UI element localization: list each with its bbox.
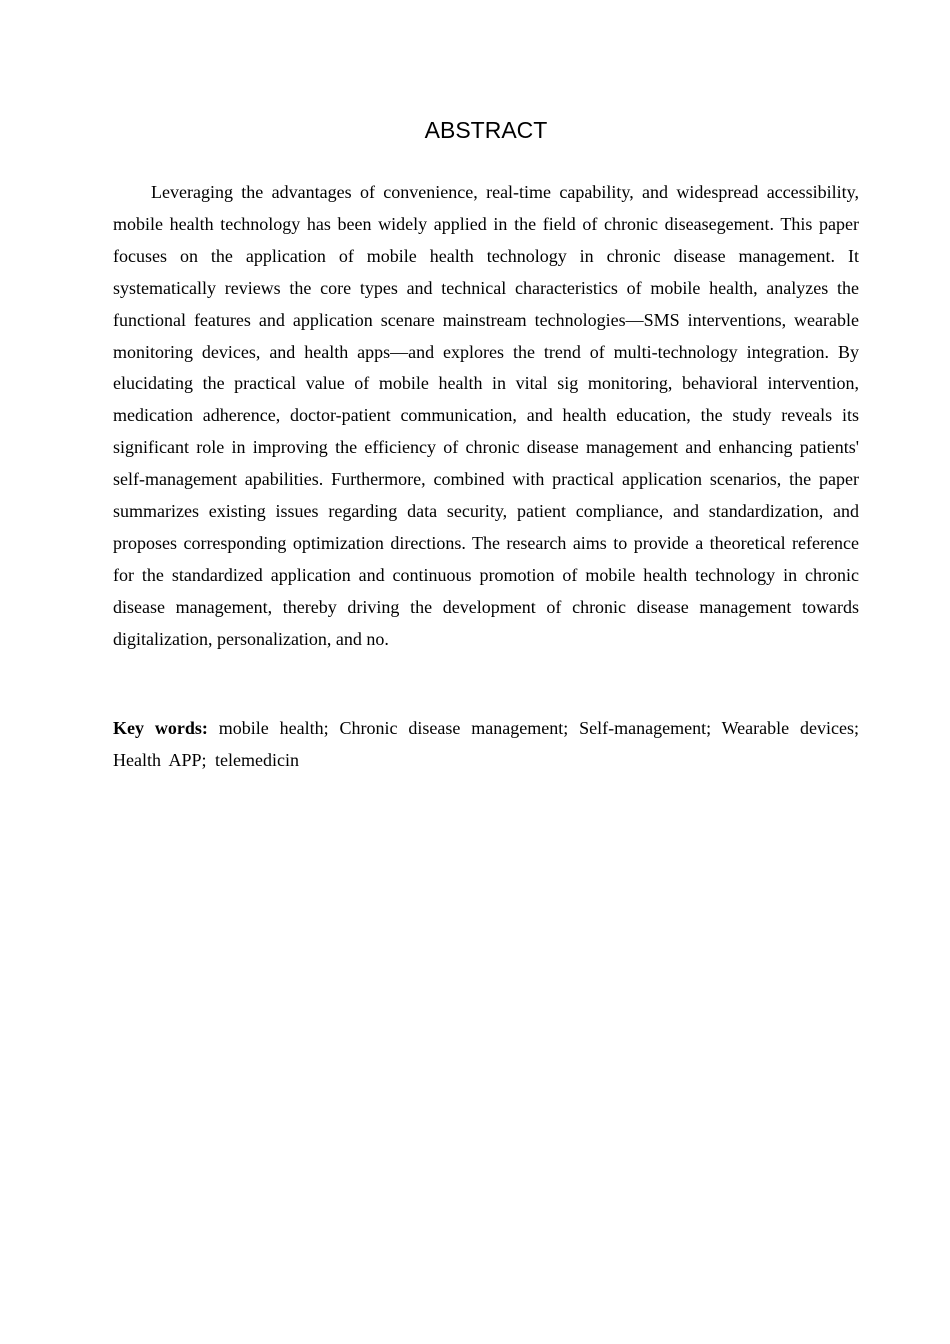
keywords-text: mobile health; Chronic disease management; Self-management; Wearable devices; Health APP; telemedicin [113,718,859,770]
page-title: ABSTRACT [424,117,548,143]
keywords-label: Key words: [113,718,208,738]
abstract-paragraph: Leveraging the advantages of convenience, real-time capability, and widespread accessibility, mobile health technology has been widely applied in the field of chronic diseasegement. This paper focuses on the application of mobile health technology in chronic disease management. It systematically reviews the core types and technical characteristics of mobile health, analyzes the functional features and application scenare mainstream technologies—SMS interventions, wearable monitoring devices, and health apps—and explores the trend of multi-technology integration. By elucidating the practical value of mobile health in vital sig monitoring, behavioral intervention, medication adherence, doctor-patient communication, and health education, the study reveals its significant role in improving the efficiency of chronic disease management and enhancing patients' self-management apabilities. Furthermore, combined with practical application scenarios, the paper summarizes existing issues regarding data security, patient compliance, and standardization, and proposes corresponding optimization directions. The research aims to provide a theoretical reference for the standardized application and continuous promotion of mobile health technology in chronic disease management, thereby driving the development of chronic disease management towards digitalization, personalization, and no. [113,182,859,649]
keywords-section [113,713,859,777]
